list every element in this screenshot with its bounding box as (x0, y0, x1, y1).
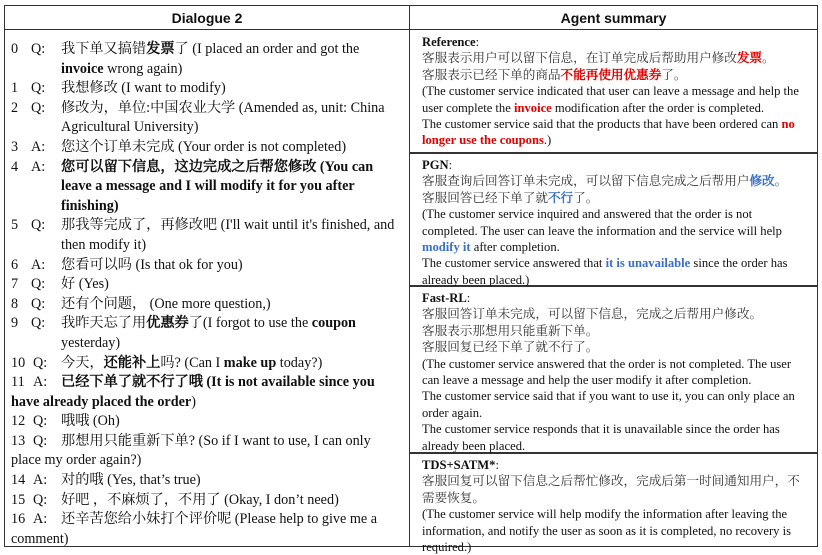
fastrl-zh-2: 客服表示那想用只能重新下单。 (422, 323, 599, 338)
turn-text: 修改为，单位:中国农业大学 (Amended as, unit: China Agricultural University) (61, 99, 385, 136)
dialogue-turn (11, 314, 401, 353)
pgn-zh-1: 客服查询后回答订单未完成，可以留下信息完成之后帮用户修改。 (422, 174, 788, 189)
turn-text: 对的哦 (Yes, that’s true) (61, 472, 201, 489)
turn-speaker: A: (33, 511, 48, 528)
dialogue-turn (11, 491, 401, 511)
dialogue-turn (11, 138, 401, 158)
turn-index: 6 (11, 256, 19, 273)
dialogue-turn (11, 158, 401, 217)
turn-text: 已经下单了就不行了哦 (It is not available since you have already placed the order) (11, 374, 375, 410)
turn-index: 3 (11, 138, 19, 155)
fastrl-title: Fast-RL (422, 291, 467, 305)
turn-index: 2 (11, 99, 19, 116)
turn-index: 14 (11, 472, 26, 489)
turn-text: 那想用只能重新下单? (So if I want to use, I can only place my order again?) (11, 432, 371, 469)
turn-index: 12 (11, 413, 26, 430)
dialogue-turn (11, 99, 401, 138)
turn-index: 10 (11, 354, 26, 371)
fastrl-en-3: The customer service responds that it is unavailable since the order has already been placed. (422, 422, 780, 453)
dialogue-turn (11, 373, 401, 412)
turn-speaker: Q: (31, 315, 46, 332)
tds-en-1: (The customer service will help modify the information after leaving the information, and notify the user as soon as it is completed, no recovery is required.) (422, 507, 791, 555)
pgn-en-1: (The customer service inquired and answered that the order is not completed. The user can leave the information and the service will help modify it after completion. (422, 207, 782, 255)
turn-index: 8 (11, 295, 19, 312)
turn-speaker: Q: (33, 491, 48, 508)
comparison-table (4, 5, 818, 555)
fastrl-zh-3: 客服回复已经下单了就不行了。 (422, 340, 599, 355)
turn-text: 好吧 ，不麻烦了，不用了 (Okay, I don’t need) (61, 491, 339, 508)
turn-speaker: Q: (31, 99, 46, 116)
pgn-title: PGN (422, 158, 449, 172)
turn-speaker: A: (31, 158, 46, 175)
dialogue-turn (11, 510, 401, 549)
turn-text: 我想修改 (I want to modify) (61, 80, 226, 97)
reference-zh-2: 客服表示已经下单的商品不能再使用优惠券了。 (422, 67, 687, 82)
dialogue-turn (11, 256, 401, 276)
tds-title: TDS+SATM* (422, 458, 496, 472)
dialogue-turn (11, 275, 401, 295)
turn-index: 11 (11, 374, 25, 391)
turn-speaker: Q: (33, 432, 48, 449)
turn-speaker: Q: (31, 276, 46, 293)
dialogue-turn (11, 216, 401, 255)
pgn-en-2: The customer service answered that it is unavailable since the order has already been placed.) (422, 256, 788, 287)
fastrl-summary: Fast-RL: 客服回答订单未完成，可以留下信息，完成之后帮用户修改。 客服表示那想用只能重新下单。 客服回复已经下单了就不行了。 (The customer service answered that the order is not completed. The user can leave a message and help the user modify it after completion. The customer service said that if you want to use it, you can only place an order again. The customer service responds that it is unavailable since the order has already been placed. (410, 286, 817, 453)
pgn-zh-2: 客服回答已经下单了就不行了。 (422, 190, 599, 205)
turn-index: 13 (11, 432, 26, 449)
dialogue-turn (11, 40, 401, 79)
fastrl-en-2: The customer service said that if you want to use it, you can only place an order again. (422, 389, 795, 420)
reference-summary: Reference: 客服表示用户可以留下信息，在订单完成后帮助用户修改发票。 客服表示已经下单的商品不能再使用优惠券了。 (The customer service indicated that user can leave a message and help the user complete the invoice modification after the order is completed. The customer service said that the products that have been ordered can no longer use the coupons.) (410, 30, 817, 153)
reference-title: Reference (422, 35, 476, 49)
turn-text: 那我等完成了，再修改吧 (I'll wait until it's finished, and then modify it) (61, 217, 395, 253)
dialogue-turn (11, 295, 401, 315)
reference-en-2: The customer service said that the products that have been ordered can no longer use the coupons.) (422, 117, 795, 148)
turn-speaker: Q: (33, 413, 48, 430)
turn-index: 7 (11, 276, 19, 293)
reference-zh-1: 客服表示用户可以留下信息，在订单完成后帮助用户修改发票。 (422, 51, 775, 66)
turn-speaker: Q: (31, 217, 46, 234)
summary-column (410, 30, 817, 555)
tds-summary: TDS+SATM*: 客服回复可以留下信息之后帮忙修改，完成后第一时间通知用户，不需要恢复。 (The customer service will help modify the information after leaving the information, and notify the user as soon as it is completed, no recovery is required.) (410, 453, 817, 546)
turn-speaker: Q: (31, 295, 46, 312)
turn-text: 还辛苦您给小妹打个评价呢 (Please help to give me a comment) (11, 511, 378, 547)
turn-index: 9 (11, 315, 19, 332)
turn-index: 5 (11, 217, 19, 234)
turn-speaker: Q: (31, 80, 46, 97)
summary-header: Agent summary (410, 6, 817, 30)
turn-text: 您这个订单未完成 (Your order is not completed) (61, 138, 347, 155)
pgn-summary: PGN: 客服查询后回答订单未完成，可以留下信息完成之后帮用户修改。 客服回答已经下单了就不行了。 (The customer service inquired and answered that the order is not completed. The user can leave the information and the service will help modify it after completion. The customer service answered that it is unavailable since the order has already been placed.) (410, 153, 817, 286)
turn-text: 好 (Yes) (61, 276, 109, 293)
turn-speaker: Q: (33, 354, 48, 371)
fastrl-zh-1: 客服回答订单未完成，可以留下信息，完成之后帮用户修改。 (422, 307, 763, 322)
turn-text: 我下单又搞错发票了 (I placed an order and got the invoice wrong again) (61, 41, 360, 77)
dialogue-turn (11, 412, 401, 432)
turn-text: 我昨天忘了用优惠券了(I forgot to use the coupon yesterday) (61, 315, 356, 351)
turn-index: 4 (11, 158, 19, 175)
turn-text: 哦哦 (Oh) (61, 413, 120, 430)
reference-en-1: (The customer service indicated that user can leave a message and help the user complete the invoice modification after the order is completed. (422, 84, 799, 115)
turn-speaker: A: (31, 256, 46, 273)
fastrl-en-1: (The customer service answered that the order is not completed. The user can leave a message and help the user modify it after completion. (422, 356, 792, 388)
dialogue-column (5, 30, 410, 546)
turn-index: 16 (11, 511, 26, 528)
turn-speaker: A: (31, 138, 46, 155)
turn-speaker: A: (33, 374, 48, 391)
turn-index: 15 (11, 491, 26, 508)
turn-text: 还有个问题， (One more question,) (61, 295, 271, 312)
turn-speaker: A: (33, 472, 48, 489)
dialogue-turn (11, 354, 401, 374)
turn-text: 您看可以吗 (Is that ok for you) (61, 256, 243, 273)
turn-speaker: Q: (31, 41, 46, 57)
dialogue-header: Dialogue 2 (5, 6, 410, 30)
dialogue-turn (11, 471, 401, 491)
dialogue-turn (11, 432, 401, 471)
turn-text: 您可以留下信息，这边完成之后帮您修改 (You can leave a message and I will modify it for you after finishing) (61, 158, 374, 214)
turn-text: 今天，还能补上吗? (Can I make up today?) (61, 354, 323, 371)
tds-zh-1: 客服回复可以留下信息之后帮忙修改，完成后第一时间通知用户，不需要恢复。 (422, 474, 800, 505)
turn-index: 0 (11, 41, 19, 57)
turn-index: 1 (11, 80, 19, 97)
dialogue-turn (11, 79, 401, 99)
